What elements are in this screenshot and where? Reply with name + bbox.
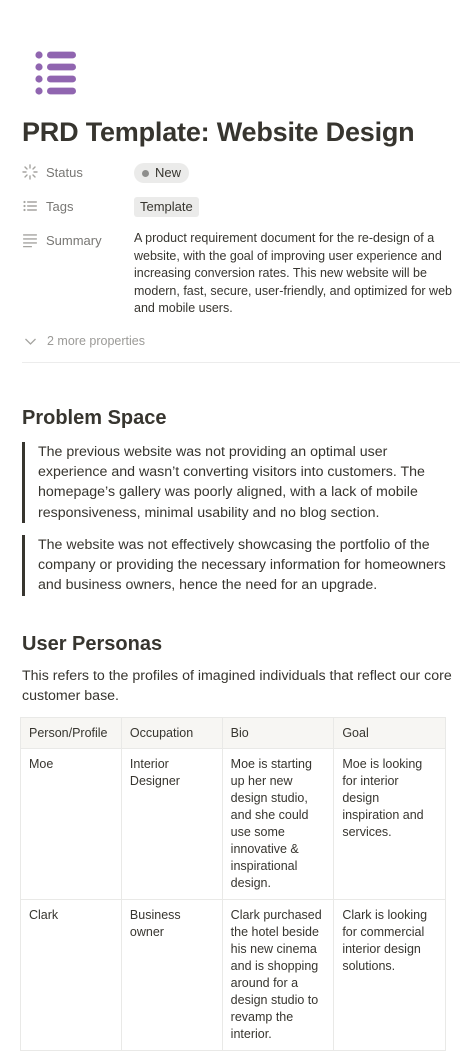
cell-goal[interactable]: Moe is looking for interior design inspiration and services.	[334, 749, 446, 900]
summary-value[interactable]: A product requirement document for the re-design of a website, with the goal of improving user experience and increasing conversion rates. This new website will be modern, fast, secure, user-friendly, and optimized for web and mobile users.	[134, 231, 452, 315]
more-properties-label: 2 more properties	[47, 334, 145, 348]
table-row	[21, 749, 446, 900]
cell-occupation[interactable]: Business owner	[121, 900, 222, 1051]
property-summary[interactable]	[22, 230, 462, 322]
status-value: New	[155, 165, 182, 180]
cell-goal[interactable]: Clark is looking for commercial interior design solutions.	[334, 900, 446, 1051]
table-row	[21, 900, 446, 1051]
column-header[interactable]: Person/Profile	[21, 718, 122, 749]
property-tags[interactable]	[22, 196, 462, 218]
user-personas-intro[interactable]: This refers to the profiles of imagined individuals that reflect our core customer base.	[22, 668, 452, 705]
heading-problem-space[interactable]: Problem Space	[22, 407, 167, 429]
bulleted-list-icon[interactable]	[34, 50, 78, 96]
status-badge[interactable]	[134, 163, 189, 183]
property-status[interactable]	[22, 162, 462, 184]
column-header[interactable]: Occupation	[121, 718, 222, 749]
column-header[interactable]: Goal	[334, 718, 446, 749]
cell-occupation[interactable]: Interior Designer	[121, 749, 222, 900]
chevron-down-icon	[24, 335, 37, 348]
property-label: Tags	[46, 198, 74, 214]
property-value-tags	[134, 197, 199, 217]
cell-bio[interactable]: Moe is starting up her new design studio, and she could use some innovative & inspirational design.	[222, 749, 334, 900]
cell-bio[interactable]: Clark purchased the hotel beside his new cinema and is shopping around for a design studio to revamp the interior.	[222, 900, 334, 1051]
cell-person[interactable]: Moe	[21, 749, 122, 900]
heading-user-personas[interactable]: User Personas	[22, 633, 163, 655]
property-key-tags	[22, 198, 73, 214]
table-header-row	[21, 718, 446, 749]
quote-block[interactable]: The website was not effectively showcasing the portfolio of the company or providing the necessary information for homeowners and business owners, hence the need for an upgrade.	[22, 535, 458, 596]
property-key-summary	[22, 232, 102, 248]
properties-divider	[22, 362, 460, 363]
property-label: Status	[46, 164, 83, 180]
status-dot	[142, 170, 149, 177]
property-label: Summary	[46, 232, 102, 248]
property-key-status	[22, 164, 83, 180]
page-title[interactable]: PRD Template: Website Design	[22, 117, 415, 147]
column-header[interactable]: Bio	[222, 718, 334, 749]
more-properties-toggle[interactable]	[24, 334, 145, 348]
user-personas-table	[20, 717, 446, 1051]
property-value-status	[134, 163, 189, 183]
tag-badge[interactable]: Template	[134, 197, 199, 217]
list-icon	[22, 198, 38, 214]
text-lines-icon	[22, 232, 38, 248]
status-spinner-icon	[22, 164, 38, 180]
quote-block[interactable]: The previous website was not providing an optimal user experience and wasn’t converting visitors into customers. The homepage’s gallery was poorly aligned, with a lack of mobile responsiveness, minimal usability and no blog section.	[22, 442, 458, 523]
cell-person[interactable]: Clark	[21, 900, 122, 1051]
